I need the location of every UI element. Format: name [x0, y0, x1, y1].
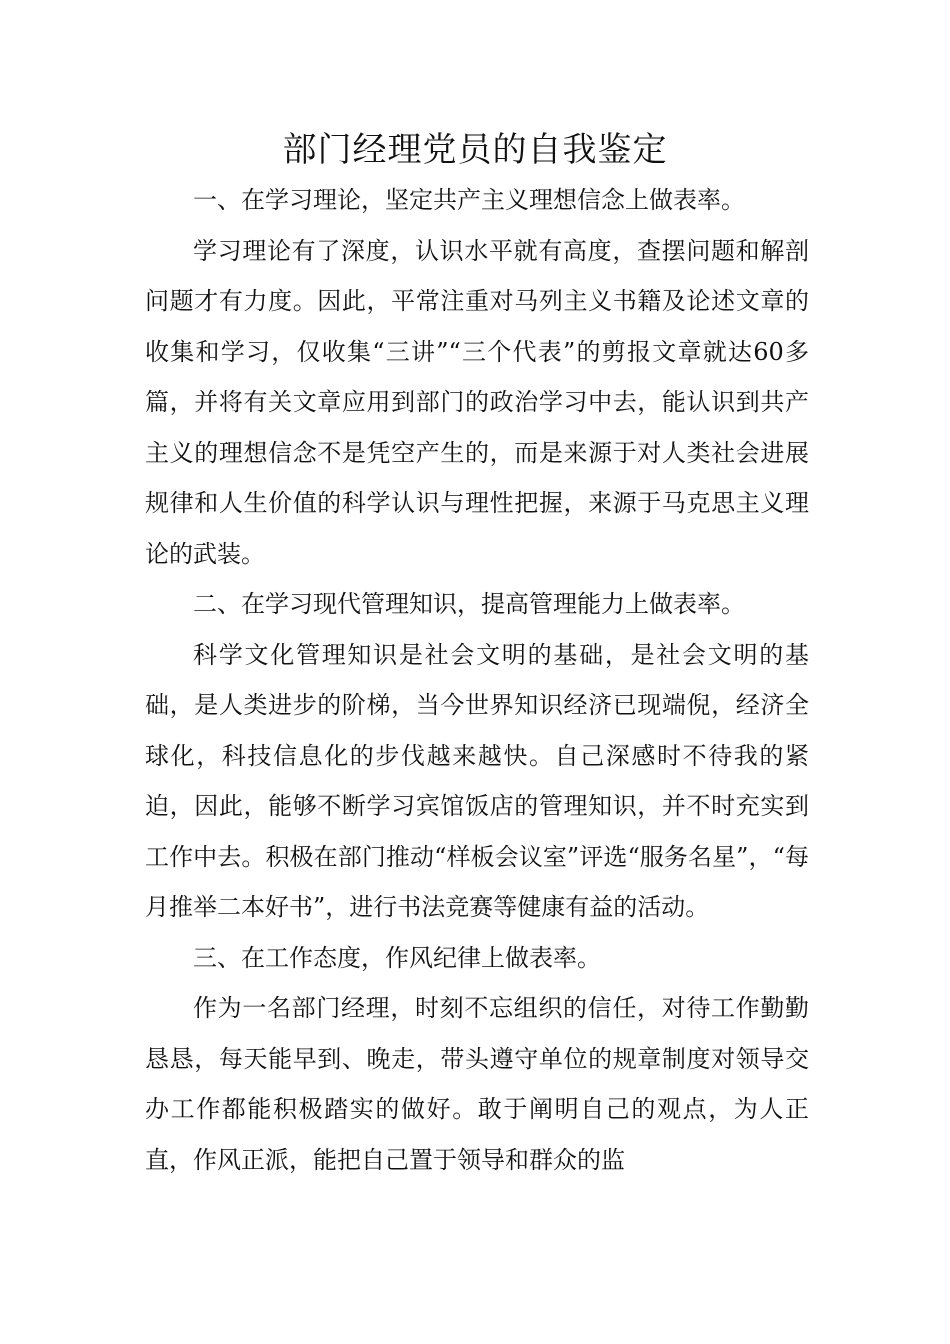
paragraph-3: 作为一名部门经理，时刻不忘组织的信任，对待工作勤勤恳恳，每天能早到、晚走，带头遵守单位的规章制度对领导交办工作都能积极踏实的做好。敢于阐明自己的观点，为人正直，作风正派，能把自己置于领导和群众的监: [145, 994, 809, 1174]
document-title: 部门经理党员的自我鉴定: [282, 130, 668, 170]
paragraph-1: 学习理论有了深度，认识水平就有高度，查摆问题和解剖问题才有力度。因此，平常注重对马列主义书籍及论述文章的收集和学习，仅收集“三讲”“三个代表”的剪报文章就达60多篇，并将有关文章应用到部门的政治学习中去，能认识到共产主义的理想信念不是凭空产生的，而是来源于对人类社会进展规律和人生价值的科学认识与理性把握，来源于马克思主义理论的武装。: [145, 236, 809, 568]
document-body: [145, 175, 809, 1185]
section-heading-2: 二、在学习现代管理知识，提高管理能力上做表率。: [193, 590, 745, 618]
section-heading-3: 三、在工作态度，作风纪律上做表率。: [193, 943, 601, 972]
paragraph-2: 科学文化管理知识是社会文明的基础，是社会文明的基础，是人类进步的阶梯，当今世界知识经济已现端倪，经济全球化，科技信息化的步伐越来越快。自己深感时不待我的紧迫，因此，能够不断学习宾馆饭店的管理知识，并不时充实到工作中去。积极在部门推动“样板会议室”评选“服务名星”，“每月推举二本好书”，进行书法竞赛等健康有益的活动。: [145, 640, 809, 921]
section-heading-1: 一、在学习理论，坚定共产主义理想信念上做表率。: [193, 186, 745, 214]
